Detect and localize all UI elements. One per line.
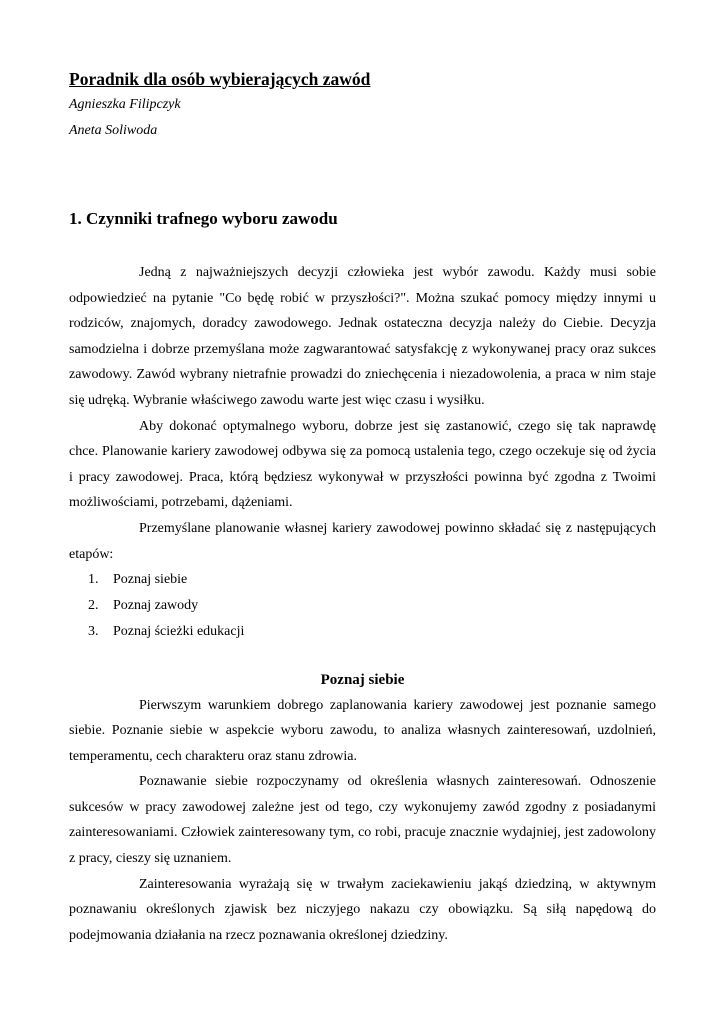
paragraph: Zainteresowania wyrażają się w trwałym zaciekawieniu jakąś dziedziną, w aktywnym poznawaniu określonych zjawisk bez niczyjego nakazu czy obowiązku. Są siłą napędową do podejmowania działania na rzecz poznawania określonej dziedziny. [69,876,656,943]
author-name: Aneta Soliwoda [69,123,158,138]
paragraph: Poznawanie siebie rozpoczynamy od określenia własnych zainteresowań. Odnoszenie sukcesów w pracy zawodowej zależne jest od tego, czy wykonujemy zawód zgodny z posiadanymi zainteresowaniami. Człowiek zainteresowany tym, co robi, pracuje znacznie wydajniej, jest zadowolony z pracy, cieszy się uznaniem. [69,774,656,867]
list-item-label: Poznaj ścieżki edukacji [113,623,245,639]
list-item-number: 3. [88,623,99,639]
list-item-number: 1. [88,572,99,588]
subsection-heading: Poznaj siebie [320,671,405,688]
author-name: Agnieszka Filipczyk [69,97,181,112]
steps-list [69,567,656,644]
paragraph: Aby dokonać optymalnego wyboru, dobrze jest się zastanowić, czego się tak naprawdę chce. Planowanie kariery zawodowej odbywa się za pomocą ustalenia tego, czego oczekuje się od życia i pracy zawodowej. Praca, którą będziesz wykonywał w przyszłości powinna być zgodna z Twoimi możliwościami, potrzebami, dążeniami. [69,418,656,511]
list-item-number: 2. [88,597,99,613]
list-item-label: Poznaj siebie [113,572,188,588]
paragraph: Przemyślane planowanie własnej kariery zawodowej powinno składać się z następujących etapów: [69,520,656,562]
document-page [69,66,656,948]
section-heading: 1. Czynniki trafnego wyboru zawodu [69,209,338,228]
document-title: Poradnik dla osób wybierających zawód [69,69,371,89]
list-item [69,593,656,619]
paragraph: Jedną z najważniejszych decyzji człowieka jest wybór zawodu. Każdy musi sobie odpowiedzieć na pytanie "Co będę robić w przyszłości?". Można szukać pomocy między innymi u rodziców, znajomych, doradcy zawodowego. Jednak ostateczna decyzja należy do Ciebie. Decyzja samodzielna i dobrze przemyślana może zagwarantować satysfakcję z wykonywanej pracy oraz sukces zawodowy. Zawód wybrany nietrafnie prowadzi do zniechęcenia i niezadowolenia, a praca w nim staje się udręką. Wybranie właściwego zawodu warte jest więc czasu i wysiłku. [69,265,656,408]
list-item [69,567,656,593]
list-item-label: Poznaj zawody [113,597,199,613]
paragraph: Pierwszym warunkiem dobrego zaplanowania kariery zawodowej jest poznanie samego siebie. Poznanie siebie w aspekcie wyboru zawodu, to analiza własnych zainteresowań, uzdolnień, temperamentu, cech charakteru oraz stanu zdrowia. [69,697,656,764]
list-item [69,619,656,645]
